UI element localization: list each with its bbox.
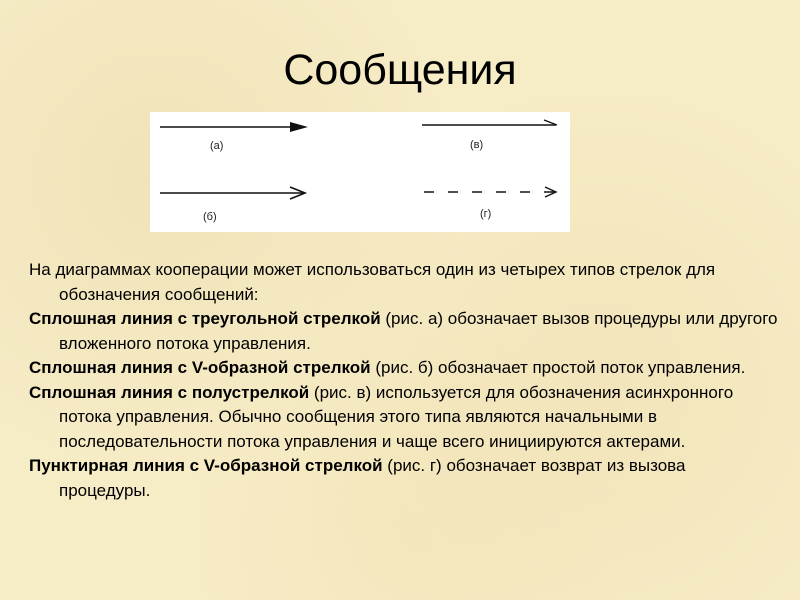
arrow-solid-triangle <box>160 122 308 132</box>
arrow-solid-v-head <box>160 187 305 199</box>
arrow-type-g-paragraph <box>29 454 779 503</box>
arrow-type-b-term: Сплошная линия с V-образной стрелкой <box>29 358 371 377</box>
arrow-type-b-text: (рис. б) обозначает простой поток управления. <box>370 358 746 377</box>
arrow-dashed-v-head <box>424 187 556 197</box>
slide-title: Сообщения <box>283 46 517 94</box>
figure-label-g: (г) <box>480 208 492 220</box>
arrow-type-a-paragraph <box>29 307 779 356</box>
arrow-type-v-text: (рис. в) используется для обозначения асинхронного потока управления. Обычно сообщения этого типа являются начальными в последовательности потока управления и чаще всего инициируются актерами. <box>59 382 734 451</box>
arrow-type-g-text: (рис. г) обозначает возврат из вызова процедуры. <box>59 456 686 500</box>
arrow-type-a-term: Сплошная линия с треугольной стрелкой <box>29 309 381 328</box>
arrow-type-b-paragraph <box>29 356 779 381</box>
arrow-type-v-paragraph <box>29 381 779 455</box>
figure-label-v: (в) <box>470 139 484 151</box>
arrow-type-a-text: (рис. а) обозначает вызов процедуры или другого вложенного потока управления. <box>59 309 778 353</box>
figure-label-a: (а) <box>210 140 224 152</box>
arrow-half-head <box>422 120 557 125</box>
description-text <box>29 258 779 503</box>
arrow-type-g-term: Пунктирная линия с V-образной стрелкой <box>29 456 383 475</box>
arrow-types-figure <box>150 112 570 232</box>
arrow-type-v-term: Сплошная линия с полустрелкой <box>29 382 310 402</box>
figure-label-b: (б) <box>203 211 217 223</box>
intro-paragraph: На диаграммах кооперации может использоваться один из четырех типов стрелок для обозначения сообщений: <box>29 260 716 304</box>
